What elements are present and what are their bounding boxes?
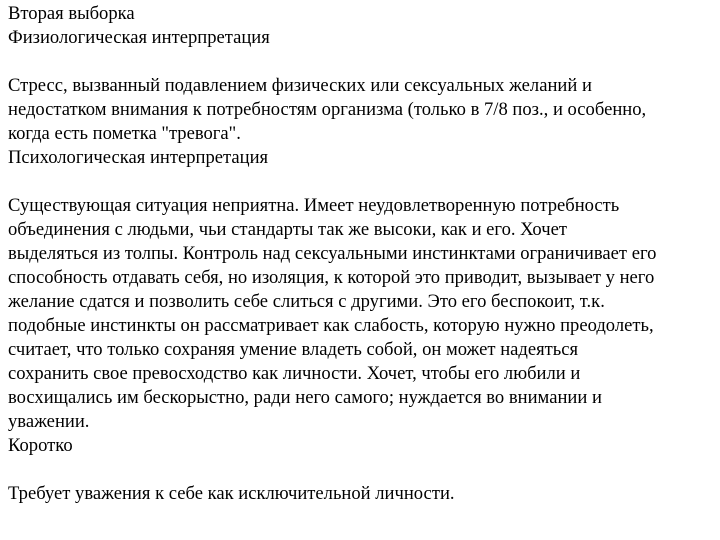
spacer [8, 458, 720, 482]
paragraph-line: сохранить свое превосходство как личности. Хочет, чтобы его любили и [8, 363, 581, 384]
paragraph-line: считает, что только сохраняя умение владеть собой, он может надеяться [8, 339, 579, 360]
heading-psychological: Психологическая интерпретация [8, 147, 269, 168]
paragraph-line: недостатком внимания к потребностям организма (только в 7/8 поз., и особенно, [8, 99, 647, 120]
paragraph-line: восхищались им бескорыстно, ради него самого; нуждается во внимании и [8, 387, 602, 408]
heading-physiological: Физиологическая интерпретация [8, 27, 270, 48]
paragraph-line: объединения с людьми, чьи стандарты так же высоки, как и его. Хочет [8, 219, 567, 240]
heading-summary: Коротко [8, 435, 73, 456]
paragraph-line: Стресс, вызванный подавлением физических или сексуальных желаний и [8, 75, 592, 96]
paragraph-line: способность отдавать себя, но изоляция, к которой это приводит, вызывает у него [8, 267, 655, 288]
paragraph-line: когда есть пометка "тревога". [8, 123, 241, 144]
spacer [8, 50, 720, 74]
heading-sample: Вторая выборка [8, 3, 135, 24]
paragraph-line: уважении. [8, 411, 90, 432]
paragraph-line: желание сдатся и позволить себе слиться с другими. Это его беспокоит, т.к. [8, 291, 605, 312]
spacer [8, 170, 720, 194]
paragraph-line: Требует уважения к себе как исключительной личности. [8, 483, 455, 504]
paragraph-line: Существующая ситуация неприятна. Имеет неудовлетворенную потребность [8, 195, 620, 216]
paragraph-line: подобные инстинкты он рассматривает как слабость, которую нужно преодолеть, [8, 315, 654, 336]
paragraph-line: выделяться из толпы. Контроль над сексуальными инстинктами ограничивает его [8, 243, 657, 264]
